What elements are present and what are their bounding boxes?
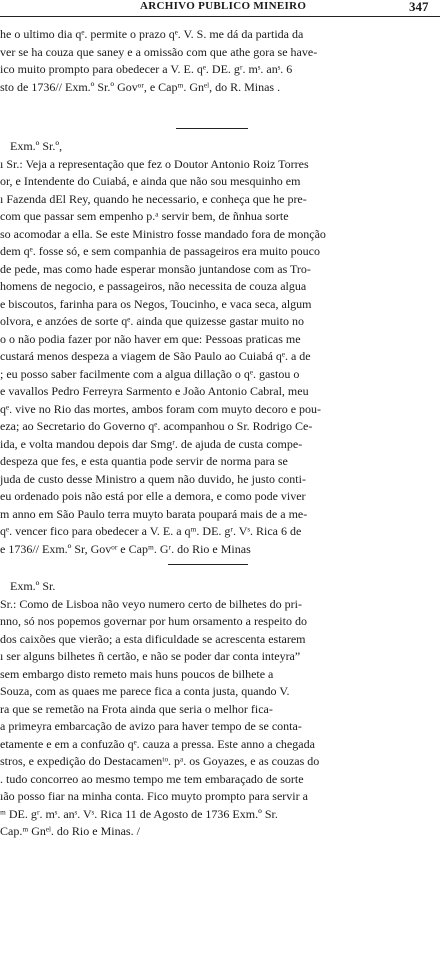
text-line: o o não podia fazer por não haver em que: Pessoas praticas me xyxy=(0,331,301,346)
text-line: com que passar sem empenho p.ᵃ servir bem, de ñnhua sorte xyxy=(0,209,289,223)
text-line: ı Fazenda dEl Rey, quando he necessario, e conheça que he pre- xyxy=(0,191,307,206)
text-line: ida, e volta mandou depois dar Smgʳ. de ajuda de custa compe- xyxy=(0,436,303,451)
page-number: 347 xyxy=(409,0,429,14)
text-line: . tudo concorreo ao mesmo tempo me tem embaraçado de sorte xyxy=(0,771,304,786)
text-line: juda de custo desse Ministro a quem não duvido, he justo conti- xyxy=(0,471,306,486)
text-line: qᵉ. vive no Rio das mortes, ambos foram com muyto decoro e pou- xyxy=(0,401,322,416)
text-line: ico muito prompto para obedecer a V. E. qᵉ. DE. gʳ. mˢ. anˢ. 6 xyxy=(0,62,293,76)
text-line: Exm.º Sr. xyxy=(10,579,56,593)
text-line: etamente e em a confuzão qᵉ. cauza a pressa. Este anno a chegada xyxy=(0,736,315,751)
text-line: e 1736// Exm.º Sr, Govᵒʳ e Capᵐ. Gʳ. do Rio e Minas xyxy=(0,541,251,556)
header-rule xyxy=(0,16,440,17)
text-line: ıão posso fiar na minha conta. Fico muyto prompto para servir a xyxy=(0,789,308,803)
text-line: stros, e expedição do Destacamenᵗᵒ. pᵃ. os Goyazes, e as couzas do xyxy=(0,754,320,768)
text-line: despeza que fes, e esta quantia pode servir de norma para se xyxy=(0,454,288,468)
running-title: ARCHIVO PUBLICO MINEIRO xyxy=(140,0,307,12)
text-line: e vavallos Pedro Ferreyra Sarmento e João Antonio Cabral, meu xyxy=(0,384,309,398)
text-line: ı Sr.: Veja a representação que fez o Doutor Antonio Roiz Torres xyxy=(0,156,309,171)
section-separator xyxy=(168,564,248,565)
text-line: homens de negocio, e passageiros, não necessita de couza algua xyxy=(0,279,307,293)
text-line: ᵐ DE. gʳ. mˢ. anˢ. Vˢ. Rica 11 de Agosto de 1736 Exm.º Sr. xyxy=(0,806,278,821)
text-line: m anno em São Paulo terra muyto barata poupará mais de a me- xyxy=(0,506,308,521)
text-line: dos caixões que vierão; a esta dificuldade se acrescenta estarem xyxy=(0,631,306,646)
text-line: ra que se remetão na Frota ainda que seria o melhor fica- xyxy=(0,701,273,716)
text-line: eu ordenado pois não está por elle a demora, e como pode viver xyxy=(0,489,306,503)
text-line: dem qᵉ. fosse só, e sem companhia de passageiros era muito pouco xyxy=(0,244,320,258)
text-line: Cap.ᵐ Gnᵉˡ. do Rio e Minas. / xyxy=(0,824,140,838)
text-line: ; eu posso saber facilmente com a algua dillação o qᵉ. gastou o xyxy=(0,366,300,381)
text-line: qᵉ. vencer fico para obedecer a V. E. a qᵐ. DE. gʳ. Vˢ. Rica 6 de xyxy=(0,524,302,538)
text-line: so acomodar a ella. Se este Ministro fosse mandado fora de monção xyxy=(0,226,326,241)
text-line: or, e Intendente do Cuiabá, e ainda que não sou mesquinho em xyxy=(0,174,301,188)
text-line: eza; ao Secretario do Governo qᵉ. acompanhou o Sr. Rodrigo Ce- xyxy=(0,419,313,433)
section-separator xyxy=(176,128,248,129)
text-line: Souza, com as quaes me parece fica a conta justa, quando V. xyxy=(0,684,290,698)
text-line: e biscoutos, farinha para os Negos, Toucinho, e vaca seca, algum xyxy=(0,296,312,311)
text-line: olvora, e anzóes de sorte qᵉ. ainda que quizesse gastar muito no xyxy=(0,314,304,328)
text-line: nno, só nos popemos governar por hum orsamento a respeito do xyxy=(0,614,307,628)
text-line: de pede, mas como hade esperar monsão juntandose com as Tro- xyxy=(0,261,311,276)
page-header xyxy=(0,0,448,20)
text-line: custará menos despeza a viagem de São Paulo ao Cuiabá qᵉ. a de xyxy=(0,349,311,363)
text-line: ı ser alguns bilhetes ñ certão, e não se poder dar conta inteyra” xyxy=(0,649,301,663)
text-line: sto de 1736// Exm.º Sr.º Govᵒʳ, e Capᵐ. Gnᵉˡ, do R. Minas . xyxy=(0,79,281,94)
text-line: ver se ha couza que saney e a omissão com que athe gora se have- xyxy=(0,44,318,59)
text-line: he o ultimo dia qᵉ. permite o prazo qᵉ. V. S. me dá da partida da xyxy=(0,27,304,41)
text-line: Exm.º Sr.º, xyxy=(10,139,63,153)
text-line: sem embargo disto remeto mais huns poucos de bilhete a xyxy=(0,666,274,681)
text-line: Sr.: Como de Lisboa não veyo numero certo de bilhetes do pri- xyxy=(0,596,302,611)
text-line: a primeyra embarcação de avizo para haver tempo de se conta- xyxy=(0,719,302,733)
